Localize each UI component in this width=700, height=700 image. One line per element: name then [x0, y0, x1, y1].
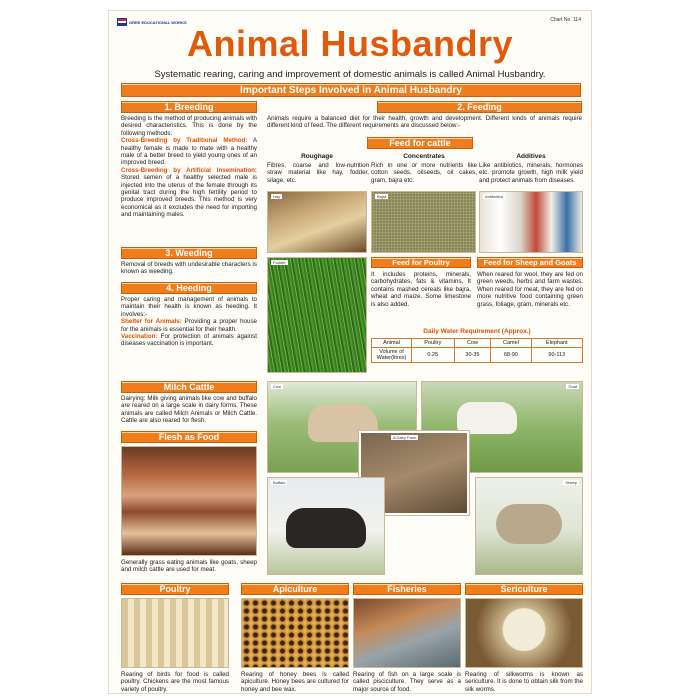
feeding-heading: 2. Feeding	[377, 101, 582, 113]
sheep-figure	[496, 504, 562, 544]
sericulture-text: Rearing of silkworms is known as sericulture. It is done to obtain silk from the silk worms.	[465, 671, 583, 693]
water-row-label: Volume of Water(litres)	[372, 348, 412, 363]
hay-photo	[267, 191, 367, 253]
poultry-heading: Poultry	[121, 583, 229, 595]
milch-cattle-heading: Milch Cattle	[121, 381, 257, 393]
water-caption: Daily Water Requirement (Approx.)	[423, 328, 531, 335]
artificial-insemination-title: Cross-Breeding by Artificial Insemination:	[121, 166, 257, 174]
apiculture-text: Rearing of honey bees is called apiculture. Honey bees are cultured for honey and bee wax.	[241, 671, 349, 693]
weeding-text: Removal of breeds with undesirable characters is known as weeding.	[121, 261, 257, 276]
shelter-text: Providing a proper house for the animals is essential for their health.	[121, 318, 257, 333]
apiculture-photo	[241, 598, 349, 668]
meat-market-photo	[121, 446, 257, 556]
goat-label: Goat	[568, 384, 577, 389]
main-banner: Important Steps Involved in Animal Husbandry	[121, 83, 581, 97]
water-header-cell: Animal	[372, 339, 412, 348]
weeding-heading: 3. Weeding	[121, 247, 257, 259]
sheep-photo	[475, 477, 583, 575]
water-value-cell: 0.25	[412, 348, 455, 363]
additives-title: Additives	[516, 153, 546, 160]
bajra-label: Bajra	[377, 194, 387, 199]
feeding-intro: Animals require a balanced diet for their health, growth and development. Different kinds of animals require different kind of feed. The different requirements are discussed below:-	[267, 115, 582, 130]
sericulture-heading: Sericulture	[465, 583, 583, 595]
roughage-title: Roughage	[301, 153, 333, 160]
heeding-heading: 4. Heeding	[121, 282, 257, 294]
fisheries-photo	[353, 598, 461, 668]
water-header-cell: Cow	[454, 339, 491, 348]
heeding-intro: Proper caring and management of animals to maintain their health is known as heeding. It involves:-	[121, 296, 257, 318]
antibiotics-photo	[479, 191, 583, 253]
publisher-name: GREE EDUCATIONAL WORKS	[129, 19, 187, 25]
dairy-farm-label: A Dairy Farm	[393, 435, 417, 440]
artificial-insemination-text: Stored semen of a healthy selected male is injected into the uterus of the female through its genital tract during the high fertility period to produce improved breeds. This method is very economical as it excludes the need for importing and maintaining males.	[121, 174, 257, 219]
breeding-text	[121, 115, 257, 219]
vaccination-text: For protection of animals against diseases vaccination is important.	[121, 333, 257, 348]
flesh-heading: Flesh as Food	[121, 431, 257, 443]
poster	[108, 10, 592, 694]
concentrates-title: Concentrates	[403, 153, 445, 160]
cross-breeding-text: A healthy female is made to mate with a healthy male of a better breed to yield young ones of an improved breed.	[121, 137, 257, 167]
buffalo-photo	[267, 477, 385, 575]
shelter-title: Shelter for Animals:	[121, 318, 182, 326]
water-value-cell: 68-90	[491, 348, 531, 363]
chart-number: Chart No. 114	[550, 17, 581, 23]
flesh-text: Generally grass eating animals like goats, sheep and milch cattle are used for meat.	[121, 559, 257, 574]
bajra-photo	[371, 191, 476, 253]
water-header-row	[372, 339, 583, 348]
water-table	[371, 338, 583, 363]
fisheries-text: Rearing of fish on a large scale is called pisciculture. They serve as a major source of food.	[353, 671, 461, 693]
feed-for-cattle-banner: Feed for cattle	[367, 137, 473, 149]
cow-label: Cow	[273, 384, 282, 389]
cross-breeding-title: Cross-Breeding by Traditional Method:	[121, 137, 248, 145]
poster-title: Animal Husbandry	[186, 23, 514, 64]
breeding-intro: Breeding is the method of producing animals with desired characteristics. This is done by the following methods:	[121, 115, 257, 137]
apiculture-heading: Apiculture	[241, 583, 349, 595]
feed-for-poultry-banner: Feed for Poultry	[371, 257, 471, 268]
feed-for-sheep-text: When reared for wool, they are fed on green weeds, herbs and farm wastes. When reared for meat, they are fed on more nutritive food containing green grass, foliage, gram, minerals etc.	[477, 271, 583, 308]
vaccination-title: Vaccination:	[121, 333, 158, 341]
water-value-cell: 90-113	[531, 348, 582, 363]
buffalo-label: Buffalo	[273, 480, 286, 485]
additives-text: Like antibiotics, minerals, hormones etc. promote growth, high milk yield and protect animals from diseases.	[479, 162, 583, 184]
roughage-text: Fibres, coarse and low-nutrition straw material like hay, fodder, silage, etc.	[267, 162, 369, 184]
fodder-label: Fodder	[273, 260, 286, 265]
water-value-row	[372, 348, 583, 363]
milch-cattle-text: Dairying: Milk giving animals like cow and buffalo are reared on a large scale in dairy forms. These animals are called Milch Animals or Milch Cattle. Cattle are also reared for flesh.	[121, 395, 257, 425]
fodder-photo	[267, 257, 367, 373]
concentrates-text: Rich in one or more nutrients like cotton seeds, oilseeds, oil cakes, gram, bajra etc.	[371, 162, 477, 184]
feed-for-poultry-text: It includes proteins, minerals, carbohydrates, fats & vitamins. It contains mashed cereals like bajra, wheat and maize. Some limestone is also added.	[371, 271, 471, 308]
water-value-cell: 30-35	[454, 348, 491, 363]
sheep-label: Sheep	[565, 480, 577, 485]
buffalo-figure	[286, 508, 366, 548]
goat-figure	[457, 402, 517, 434]
hay-label: Hay	[273, 194, 281, 199]
breeding-heading: 1. Breeding	[121, 101, 257, 113]
poultry-photo	[121, 598, 229, 668]
sericulture-photo	[465, 598, 583, 668]
feed-for-sheep-banner: Feed for Sheep and Goats	[477, 257, 583, 268]
poultry-text: Rearing of birds for food is called poultry. Chickens are the most famous variety of poultry.	[121, 671, 229, 693]
poster-subtitle: Systematic rearing, caring and improvement of domestic animals is called Animal Husbandry.	[154, 69, 546, 80]
antibiotics-label: Antibiotics	[485, 194, 504, 199]
water-header-cell: Elephant	[531, 339, 582, 348]
fisheries-heading: Fisheries	[353, 583, 461, 595]
water-header-cell: Poultry	[412, 339, 455, 348]
heeding-text	[121, 296, 257, 348]
water-header-cell: Camel	[491, 339, 531, 348]
